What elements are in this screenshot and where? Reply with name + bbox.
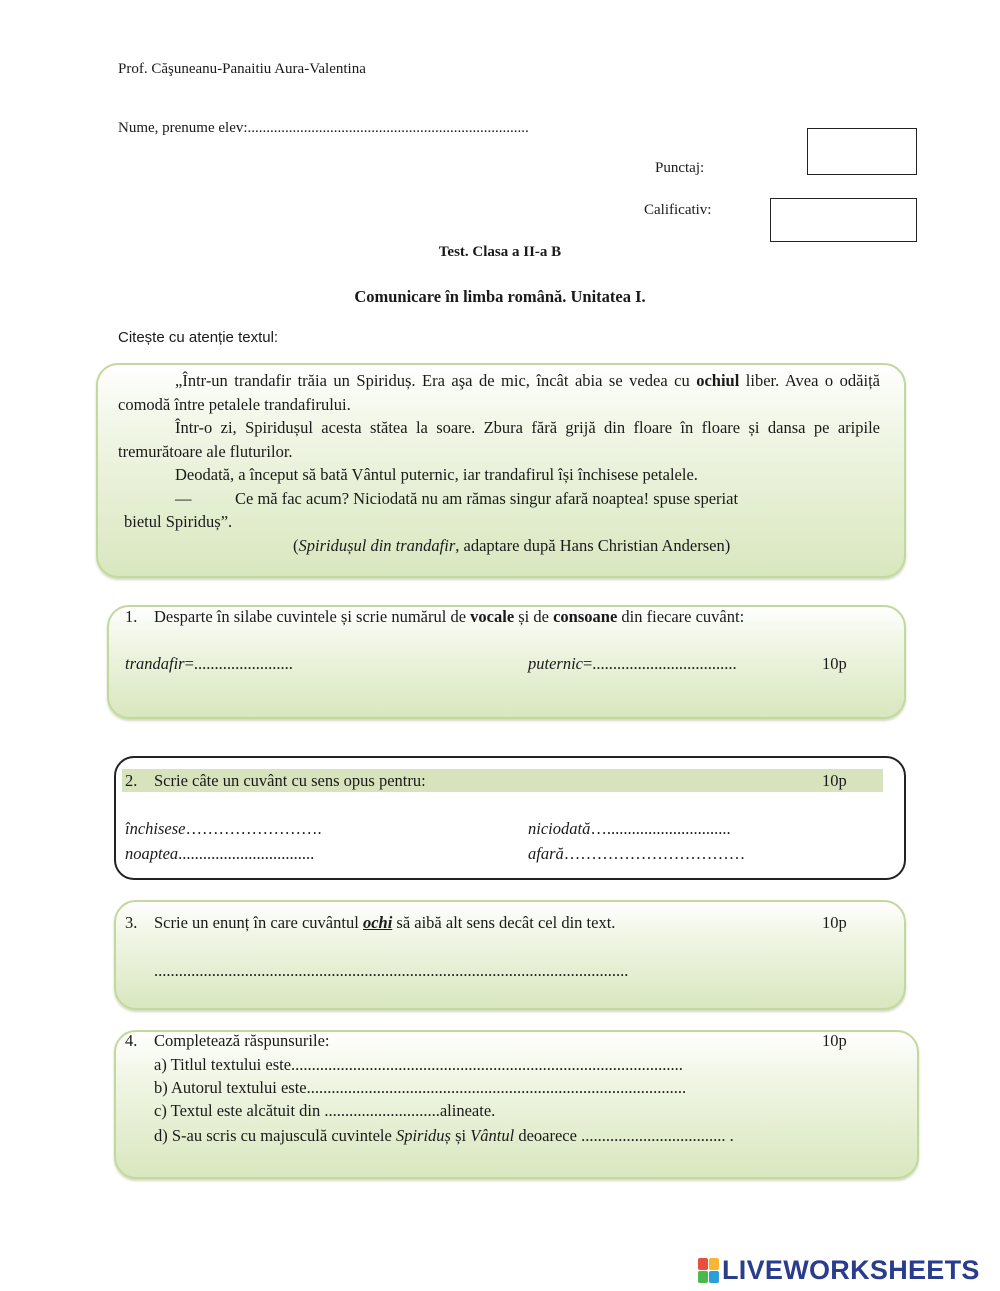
subject-title: Comunicare în limba română. Unitatea I. [354,287,646,306]
story-paragraph-4-end: bietul Spiriduș”. [124,512,233,531]
question-1-text: Desparte în silabe cuvintele și scrie numărul de vocale și de consoane din fiecare cuvânt: [154,607,745,626]
score-label: Punctaj: [655,160,705,176]
question-2-item-4[interactable]: afară…………………………… [528,844,746,863]
question-4-number: 4. [125,1031,138,1050]
score-box[interactable] [807,128,917,175]
question-1-word-1[interactable]: trandafir=........................ [125,654,293,673]
story-paragraph-1: „Într-un trandafir trăia un Spiriduș. Era aşa de mic, încât abia se vedea cu ochiul liber. Avea o odăiță comodă între petalele trandafirului. [118,371,880,414]
question-4-c[interactable]: c) Textul este alcătuit din ............................alineate. [154,1101,496,1120]
question-2-item-1[interactable]: închisese……………………. [125,819,322,838]
logo-icon [698,1258,719,1283]
question-4-d[interactable]: d) S-au scris cu majusculă cuvintele Spiriduș și Vântul deoarece ................................... . [154,1126,734,1145]
question-3-answer-line[interactable]: ................................................................................................................... [154,961,629,980]
question-2-points: 10p [822,771,847,790]
grade-label: Calificativ: [644,202,712,218]
story-paragraph-2: Într-o zi, Spiridușul acesta stătea la soare. Zbura fără grijă din floare în floare și dansa pe aripile tremurătoare ale fluturilor. [118,418,880,461]
story-text [118,369,880,557]
question-4-b[interactable]: b) Autorul textului este............................................................................................ [154,1078,687,1097]
question-4-a[interactable]: a) Titlul textului este............................................................................................... [154,1055,683,1074]
question-2-item-3[interactable]: noaptea................................. [125,844,315,863]
grade-box[interactable] [770,198,917,242]
question-4-points: 10p [822,1031,847,1050]
teacher-name: Prof. Căşuneanu-Panaitiu Aura-Valentina [118,61,366,77]
question-3-number: 3. [125,913,138,932]
question-2-text: Scrie câte un cuvânt cu sens opus pentru: [154,771,426,790]
question-1-number: 1. [125,607,138,626]
question-2-number: 2. [125,771,138,790]
question-1-points: 10p [822,654,847,673]
liveworksheets-logo [698,1255,980,1286]
question-3-points: 10p [822,913,847,932]
logo-text: LIVEWORKSHEETS [722,1255,980,1285]
student-name-field[interactable]: Nume, prenume elev:........................................................................... [118,120,529,136]
question-4-text: Completează răspunsurile: [154,1031,330,1050]
question-2-item-2[interactable]: niciodată….............................. [528,819,731,838]
story-source: (Spiridușul din trandafir, adaptare după Hans Christian Andersen) [293,535,731,555]
story-paragraph-4: — Ce mă fac acum? Niciodată nu am rămas singur afară noaptea! spuse speriat [175,488,739,508]
question-3-text: Scrie un enunț în care cuvântul ochi să aibă alt sens decât cel din text. [154,913,616,932]
test-title: Test. Clasa a II-a B [438,244,562,260]
reading-instruction: Citește cu atenție textul: [118,329,279,346]
story-paragraph-3: Deodată, a început să bată Vântul puternic, iar trandafirul își închisese petalele. [175,465,698,484]
question-1-word-2[interactable]: puternic=................................... [528,654,737,673]
